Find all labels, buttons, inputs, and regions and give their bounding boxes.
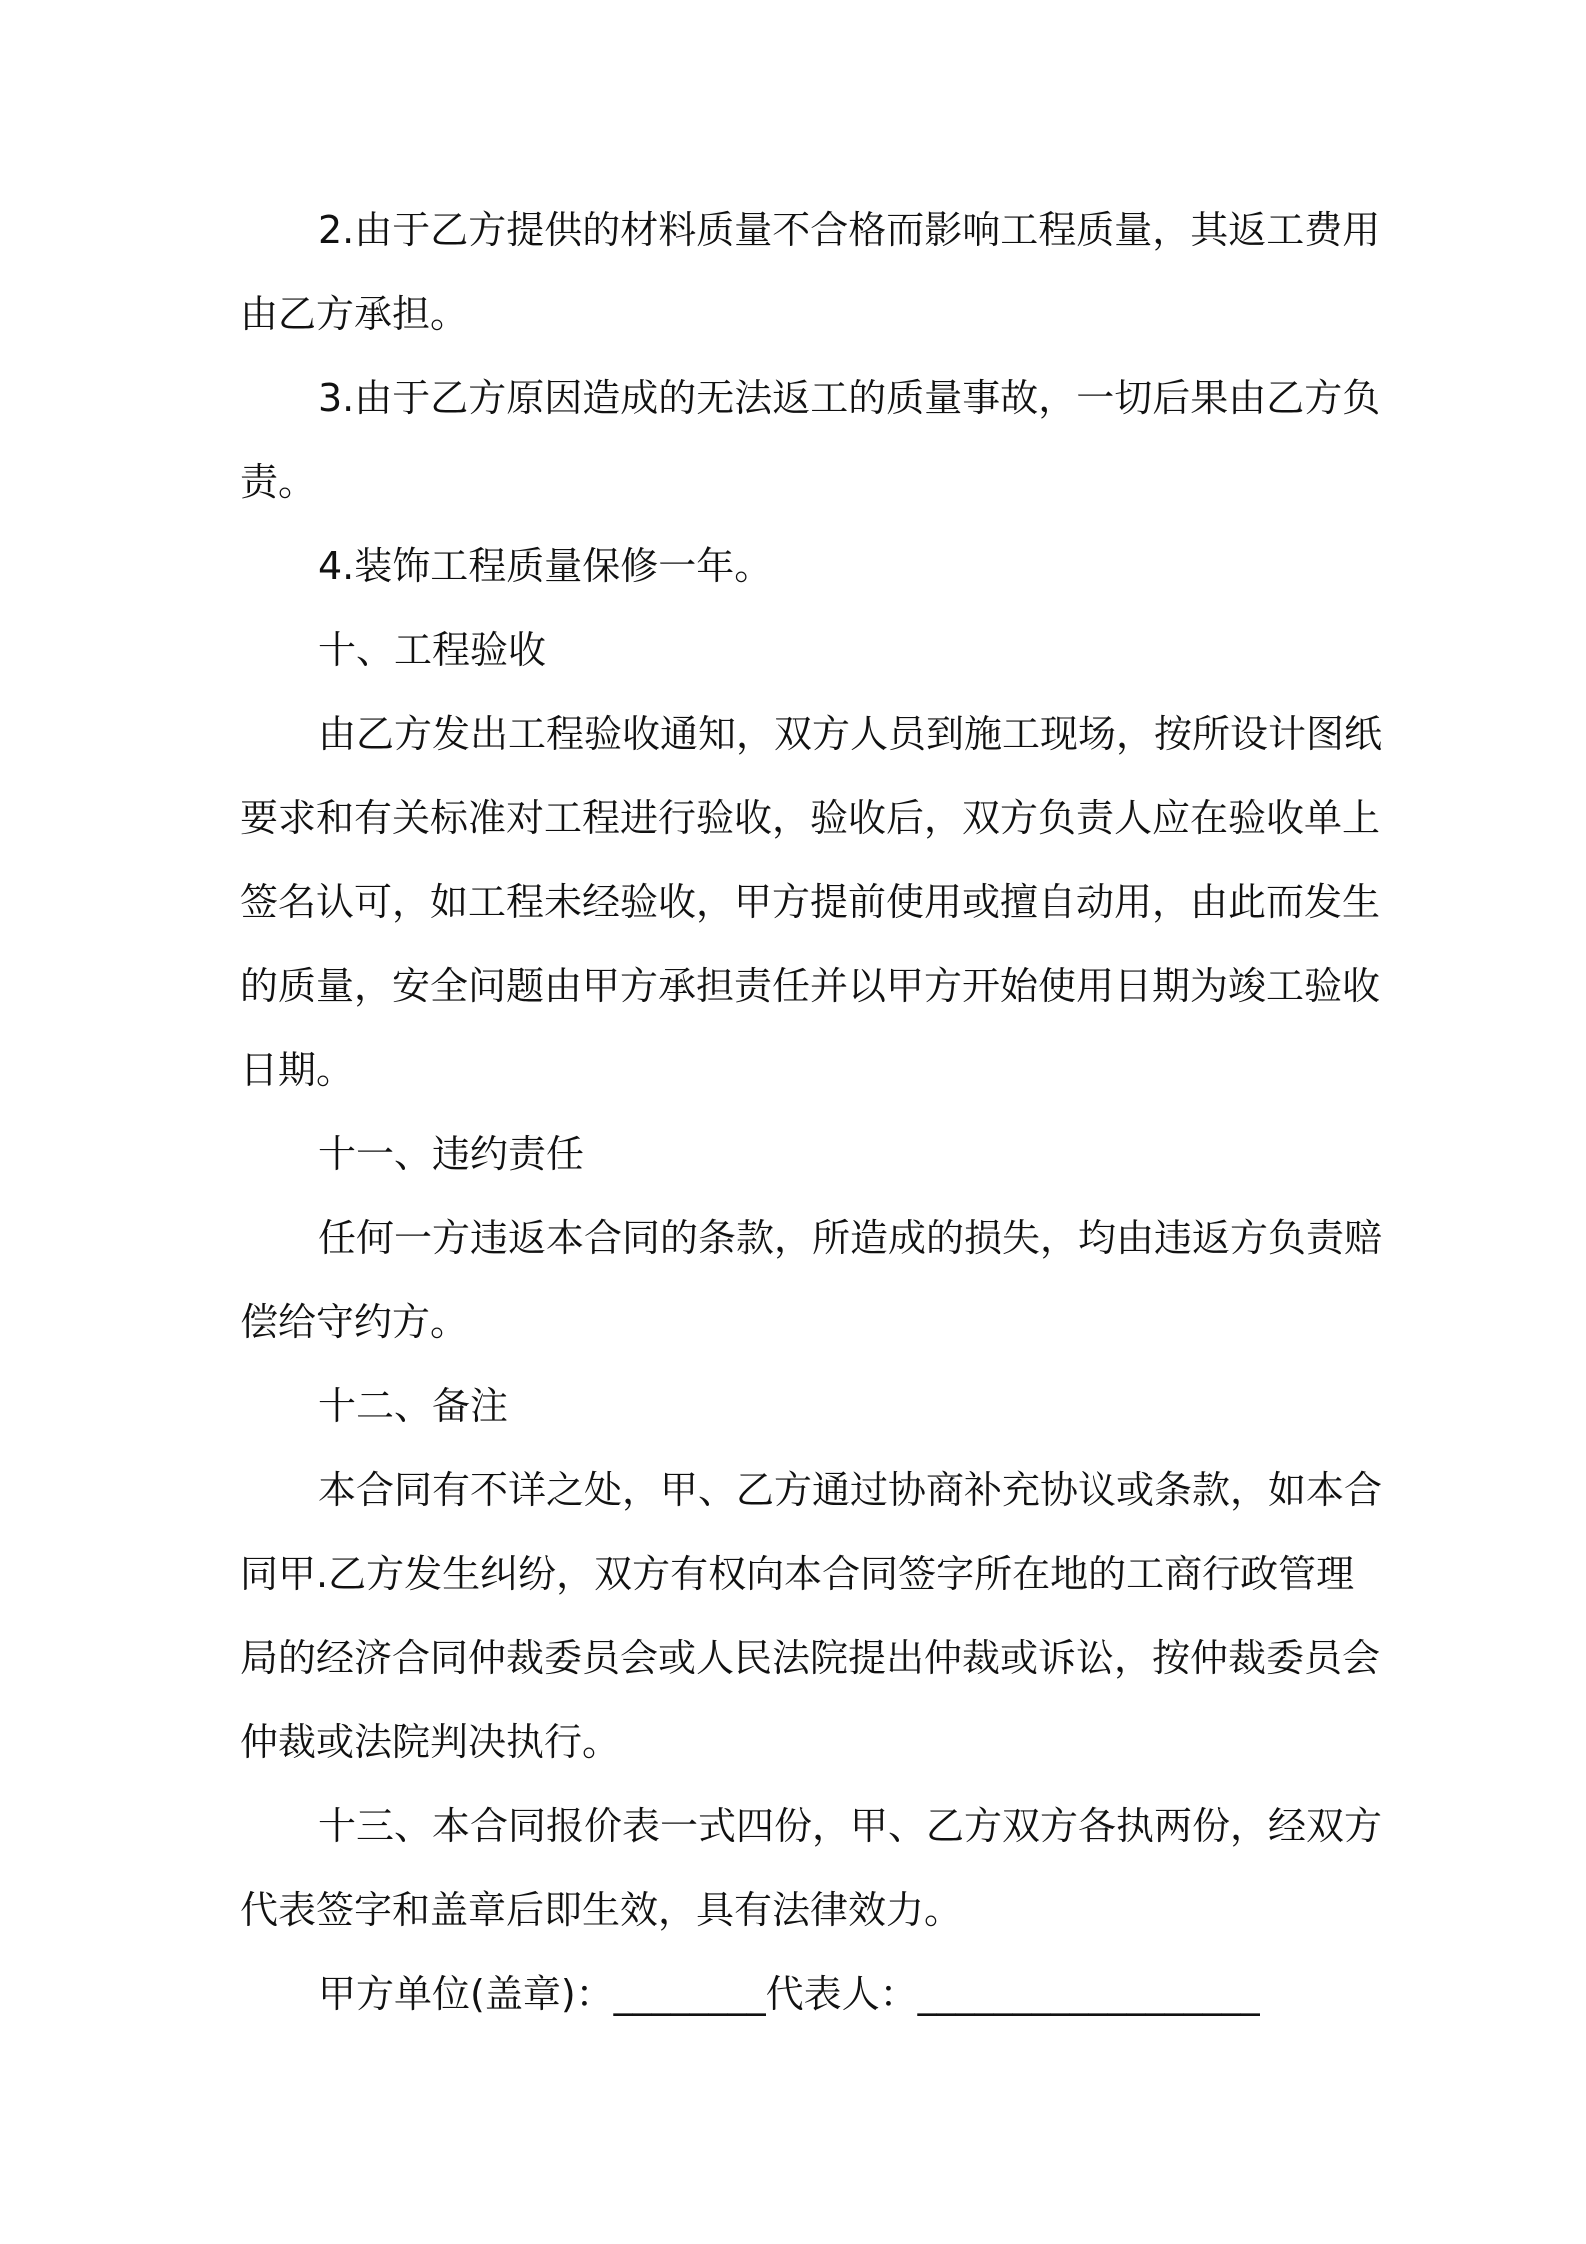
paragraph-line: 偿给守约方。: [240, 1300, 469, 1344]
paragraph-line: 十三、本合同报价表一式四份，甲、乙方双方各执两份，经双方: [318, 1804, 1383, 1848]
paragraph-line: 要求和有关标准对工程进行验收，验收后，双方负责人应在验收单上: [240, 796, 1381, 840]
paragraph-line: 由乙方承担。: [240, 292, 469, 336]
paragraph-line: 任何一方违返本合同的条款，所造成的损失，均由违返方负责赔: [318, 1216, 1383, 1260]
paragraph-line: 的质量，安全问题由甲方承担责任并以甲方开始使用日期为竣工验收: [240, 964, 1381, 1008]
paragraph-line: 仲裁或法院判决执行。: [240, 1720, 621, 1764]
signature-line: 甲方单位(盖章)：________代表人：__________________: [318, 1972, 1260, 2016]
paragraph-line: 3.由于乙方原因造成的无法返工的质量事故，一切后果由乙方负: [318, 376, 1381, 420]
paragraph-line: 同甲.乙方发生纠纷，双方有权向本合同签字所在地的工商行政管理: [240, 1552, 1355, 1596]
paragraph-line: 2.由于乙方提供的材料质量不合格而影响工程质量，其返工费用: [318, 208, 1381, 252]
paragraph-line: 签名认可，如工程未经验收，甲方提前使用或擅自动用，由此而发生: [240, 880, 1381, 924]
paragraph-line: 本合同有不详之处，甲、乙方通过协商补充协议或条款，如本合: [318, 1468, 1383, 1512]
section-heading: 十一、违约责任: [318, 1132, 585, 1176]
paragraph-line: 代表签字和盖章后即生效，具有法律效力。: [240, 1888, 963, 1932]
paragraph-line: 4.装饰工程质量保修一年。: [318, 544, 773, 588]
section-heading: 十二、备注: [318, 1384, 509, 1428]
paragraph-line: 日期。: [240, 1048, 355, 1092]
section-heading: 十、工程验收: [318, 628, 547, 672]
paragraph-line: 局的经济合同仲裁委员会或人民法院提出仲裁或诉讼，按仲裁委员会: [240, 1636, 1381, 1680]
paragraph-line: 由乙方发出工程验收通知，双方人员到施工现场，按所设计图纸: [318, 712, 1383, 756]
paragraph-line: 责。: [240, 460, 317, 504]
